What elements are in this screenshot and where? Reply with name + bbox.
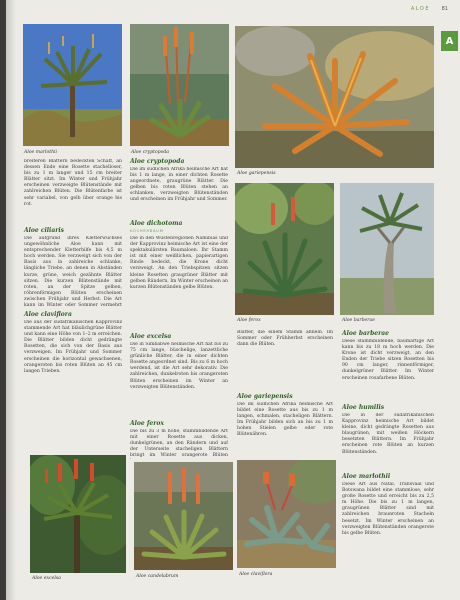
heading-aloe-ferox: Aloe ferox — [130, 420, 164, 427]
caption-aloe-claviflora: Aloe claviflora — [239, 572, 273, 577]
photo-aloe-barberae — [340, 183, 434, 315]
heading-aloe-ciliaris: Aloe ciliaris — [24, 227, 65, 234]
text-aloe-dichotoma: Die in den Wüstenregionen Namibias und der Kapprovinz heimische Art ist eine der spektakulärsten Baumaloen. Ihr Stamm ist mit einer weißlichen, papierartigen Rinde bedeckt, die Krone dicht verzweigt. An den Triebspitzen sitzen kleine Rosetten graugrüner Blätter mit gelben Rändern. Im Winter erscheinen an kurzen Blütenständen gelbe Blüten. — [130, 236, 228, 290]
heading-aloe-excelsa: Aloe excelsa — [130, 333, 172, 340]
book-page — [6, 0, 460, 600]
heading-aloe-dichotoma: Aloe dichotoma — [130, 220, 183, 227]
text-aloe-ferox: Die bis zu 3 m hohe, stammbildende Art mit einer Rosette aus dicken, dunkelgrünen, an den Rändern und auf der Unterseite stacheligen Blättern bringt im Winter orangerote Blüten — [130, 429, 228, 459]
photo-aloe-excelsa — [30, 455, 126, 573]
heading-aloe-humilis: Aloe humilis — [342, 404, 385, 411]
text-aloe-humilis: Die in der südafrikanischen Kapprovinz heimische Art bildet kleine, dicht gedrängte Rosetten aus blaugrünen, mit weißen Höckern besetzten Blättern. Im Frühjahr erscheinen rote Blüten an kurzen Blütenständen. — [342, 413, 434, 455]
caption-aloe-marlothii: Aloe marlothii — [24, 150, 57, 155]
photo-aloe-cryptopoda — [130, 24, 229, 146]
caption-aloe-excelsa: Aloe excelsa — [32, 576, 61, 581]
photo-aloe-candelabrum — [134, 462, 233, 570]
text-aloe-gariepensis: Die im südlichen Afrika heimische Art bildet eine Rosette aus bis zu 1 m langen, schmalen, stacheligen Blättern. Im Frühjahr bilden sich an bis zu 1 m hohen Stielen gelbe oder rote Blütenähren. — [237, 402, 333, 438]
photo-aloe-claviflora — [237, 460, 336, 568]
photo-aloe-marlothii — [23, 24, 122, 146]
text-aloe-marlothii: Diese Art aus Natal, Transvaal und Botswana bildet eine stammlose, sehr große Rosette und erreicht bis zu 2,5 m Höhe. Die bis zu 1 m langen, graugrünen Blätter sind mit zahlreichen braunroten Stacheln besetzt. Im Winter erscheinen an verzweigten Blütenständen orangerote bis gelbe Blüten. — [342, 482, 434, 536]
heading-aloe-claviflora: Aloe claviflora — [24, 311, 72, 318]
heading-aloe-marlothii: Aloe marlothii — [342, 473, 391, 480]
text-aloe-ciliaris: Die aufgrund ihres Kletterwuchses ungewöhnliche Aloe kann mit entsprechender Kletterhilfe bis 4,5 m hoch werden. Sie verzweigt sich von der Basis aus in zahlreiche schlanke, längliche Triebe, an denen in Abständen kurze, grüne, weich gezähnte Blätter sitzen. Die kurzen Blütenstände mit roten, an der Spitze gelben, röhrenförmigen Blüten erscheinen zwischen Frühjahr und Herbst. Die Art kann im Winter oder Sommer vermehrt — [24, 236, 122, 308]
caption-aloe-gariepensis: Aloe gariepensis — [237, 171, 276, 176]
heading-aloe-gariepensis: Aloe gariepensis — [237, 393, 293, 400]
caption-aloe-barberae: Aloe barberae — [342, 318, 375, 323]
caption-aloe-candelabrum: Aloe candelabrum — [136, 574, 179, 579]
heading-aloe-cryptopoda: Aloe cryptopoda — [130, 158, 185, 165]
heading-aloe-barberae: Aloe barberae — [342, 330, 389, 337]
subheading-koecherbaum: KÖCHERBAUM — [130, 229, 164, 233]
photo-aloe-ferox — [235, 183, 334, 315]
page-gutter — [6, 0, 16, 600]
text-aloe-cryptopoda: Die im südlichen Afrika heimische Art hat bis 1 m lange, in einer dichten Rosette angeordnete, graugrüne Blätter. Die gelben bis roten Blüten stehen an schlanken, verzweigten Blütenständen und erscheinen im Frühjahr und Sommer. — [130, 167, 228, 203]
text-aloe-excelsa: Die in Simbabwe heimische Art hat bis zu 75 cm lange, büschelige, lanzettliche grünliche Blätter, die in einer dichten Rosette angeordnet sind. Bis zu 6 m hoch werdend, ist die Art sehr dekorativ. Die zahlreichen, dunkelroten bis orangeroten Blüten erscheinen im Winter an verzweigten Blütenständen. — [130, 342, 228, 390]
photo-aloe-gariepensis — [235, 26, 434, 168]
caption-aloe-cryptopoda: Aloe cryptopoda — [131, 150, 170, 155]
caption-aloe-ferox: Aloe ferox — [237, 318, 261, 323]
col3-continued-text: Blätter, die einem Stamm ähneln. Im Sommer oder Frühherbst erscheinen dann die Blüten. — [237, 330, 333, 348]
text-aloe-barberae: Diese stammbildende, baumartige Art kann bis zu 18 m hoch werden. Die Krone ist dicht verzweigt, an den Enden der Triebe sitzen Rosetten bis 90 cm langer, rinnenförmiger, dunkelgrüner Blätter. Im Winter erscheinen rosafarbene Blüten. — [342, 339, 434, 381]
section-tab: A — [441, 31, 458, 51]
col1-intro-text: breiteren Blättern bedeckten Schaft, an dessen Ende eine Rosette stachelloser, bis zu 1 m langer und 15 cm breiter Blätter sitzt. Im Winter und Frühjahr erscheinen verzweigte Blütenstände mit zahlreichen Blüten. Die Blütenfarbe ist sehr variabel, von gelb über orange bis rot. — [24, 159, 122, 207]
text-aloe-claviflora: Die aus der südafrikanischen Kapprovinz stammende Art hat bläulichgrüne Blätter und kann eine Höhe von 1–2 m erreichen. Die Blätter bilden dicht gedrängte Rosetten, die sich von der Basis aus verzweigen. Im Frühjahr und Sommer erscheinen die horizontal gewachsenen, orangeroten bis roten Blüten an 45 cm langen Trieben. — [24, 320, 122, 374]
running-title: ALOE — [410, 6, 430, 12]
page-number: 81 — [441, 6, 448, 12]
